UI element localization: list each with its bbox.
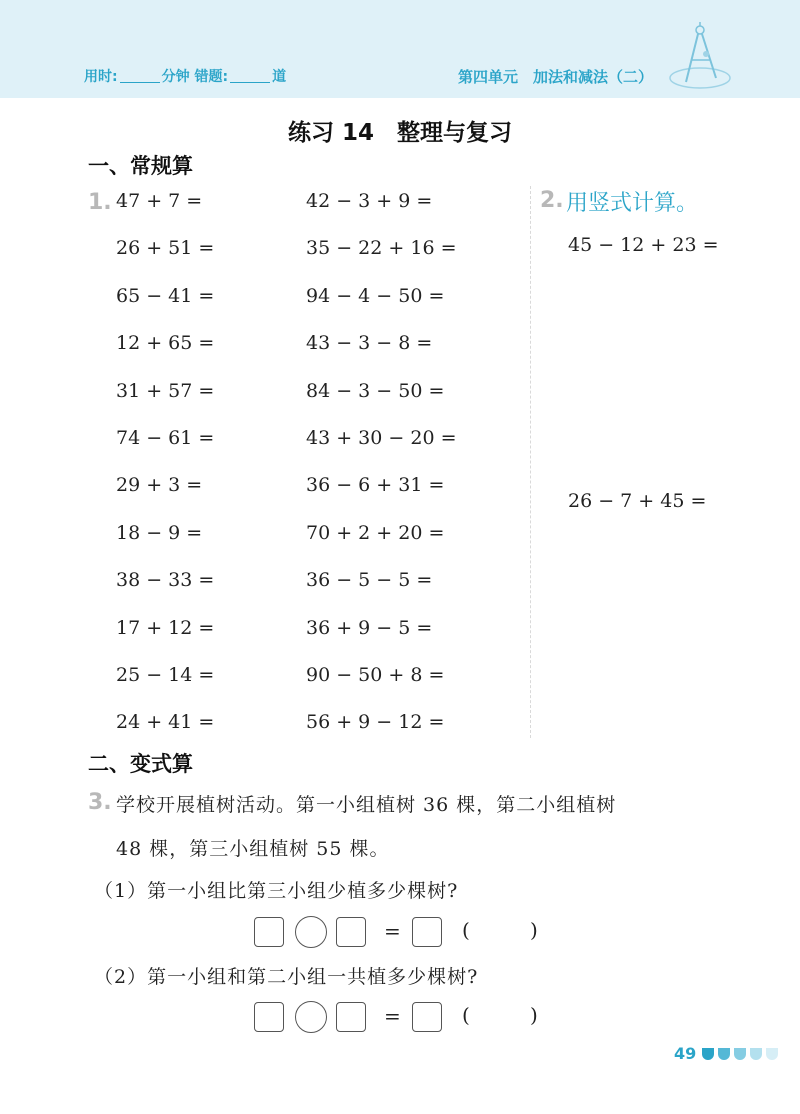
q2-item-2: 26 − 7 + 45 = bbox=[568, 490, 707, 512]
time-label: 用时: bbox=[84, 69, 118, 85]
page-deco-drop bbox=[766, 1048, 778, 1060]
equation-item: 31 + 57 = bbox=[116, 380, 215, 402]
equation-item: 38 − 33 = bbox=[116, 569, 215, 591]
page-number: 49 bbox=[674, 1044, 697, 1063]
answer-box[interactable] bbox=[336, 1002, 366, 1032]
question-number-3: 3. bbox=[88, 790, 112, 815]
equals-sign: = bbox=[384, 1004, 401, 1028]
equation-item: 35 − 22 + 16 = bbox=[306, 237, 457, 259]
header-time-errors bbox=[84, 66, 286, 86]
q3-text-line-2: 48 棵，第三小组植树 55 棵。 bbox=[116, 838, 390, 860]
q3-text-line-1: 学校开展植树活动。第一小组植树 36 棵，第二小组植树 bbox=[116, 794, 617, 816]
page-deco-drop bbox=[718, 1048, 730, 1060]
question-number-2: 2. bbox=[540, 188, 564, 213]
unit-paren-open: ( bbox=[462, 1003, 470, 1027]
page-deco-drop bbox=[750, 1048, 762, 1060]
operator-circle[interactable] bbox=[295, 916, 327, 948]
unit-paren-open: ( bbox=[462, 918, 470, 942]
errors-label: 错题: bbox=[194, 69, 229, 85]
unit-paren-close: ) bbox=[530, 918, 538, 942]
equation-item: 43 − 3 − 8 = bbox=[306, 332, 433, 354]
equation-item: 17 + 12 = bbox=[116, 617, 215, 639]
equation-item: 42 − 3 + 9 = bbox=[306, 190, 433, 212]
equation-item: 47 + 7 = bbox=[116, 190, 203, 212]
equation-item: 90 − 50 + 8 = bbox=[306, 664, 445, 686]
equation-item: 84 − 3 − 50 = bbox=[306, 380, 445, 402]
equals-sign: = bbox=[384, 919, 401, 943]
time-blank[interactable] bbox=[120, 82, 160, 83]
page-deco-drop bbox=[702, 1048, 714, 1060]
equation-item: 29 + 3 = bbox=[116, 474, 203, 496]
q2-title: 用竖式计算。 bbox=[566, 191, 699, 216]
equation-item: 26 + 51 = bbox=[116, 237, 215, 259]
q3-subquestion-1: （1）第一小组比第三小组少植多少棵树? bbox=[94, 880, 459, 902]
q2-item-1: 45 − 12 + 23 = bbox=[568, 234, 719, 256]
unit-title: 第四单元 加法和减法（二） bbox=[458, 68, 654, 86]
equation-item: 36 − 6 + 31 = bbox=[306, 474, 445, 496]
equation-item: 56 + 9 − 12 = bbox=[306, 711, 445, 733]
time-unit: 分钟 bbox=[161, 69, 190, 85]
equation-item: 25 − 14 = bbox=[116, 664, 215, 686]
equation-item: 36 − 5 − 5 = bbox=[306, 569, 433, 591]
equation-item: 65 − 41 = bbox=[116, 285, 215, 307]
equation-item: 70 + 2 + 20 = bbox=[306, 522, 445, 544]
answer-box[interactable] bbox=[412, 1002, 442, 1032]
equation-item: 36 + 9 − 5 = bbox=[306, 617, 433, 639]
equation-item: 74 − 61 = bbox=[116, 427, 215, 449]
q3-subquestion-2: （2）第一小组和第二小组一共植多少棵树? bbox=[94, 966, 479, 988]
page-title: 练习 14 整理与复习 bbox=[287, 120, 512, 146]
equation-item: 94 − 4 − 50 = bbox=[306, 285, 445, 307]
equation-item: 43 + 30 − 20 = bbox=[306, 427, 457, 449]
equation-item: 24 + 41 = bbox=[116, 711, 215, 733]
column-divider bbox=[530, 186, 531, 738]
question-number-1: 1. bbox=[88, 190, 112, 215]
answer-box[interactable] bbox=[254, 1002, 284, 1032]
unit-paren-close: ) bbox=[530, 1003, 538, 1027]
equation-item: 12 + 65 = bbox=[116, 332, 215, 354]
equation-item: 18 − 9 = bbox=[116, 522, 203, 544]
errors-blank[interactable] bbox=[230, 82, 270, 83]
answer-box[interactable] bbox=[336, 917, 366, 947]
compass-icon bbox=[666, 20, 734, 94]
answer-box[interactable] bbox=[412, 917, 442, 947]
section-heading-1: 一、常规算 bbox=[88, 154, 193, 178]
errors-unit: 道 bbox=[272, 69, 287, 85]
operator-circle[interactable] bbox=[295, 1001, 327, 1033]
section-heading-2: 二、变式算 bbox=[88, 752, 193, 776]
page-deco-drop bbox=[734, 1048, 746, 1060]
answer-box[interactable] bbox=[254, 917, 284, 947]
